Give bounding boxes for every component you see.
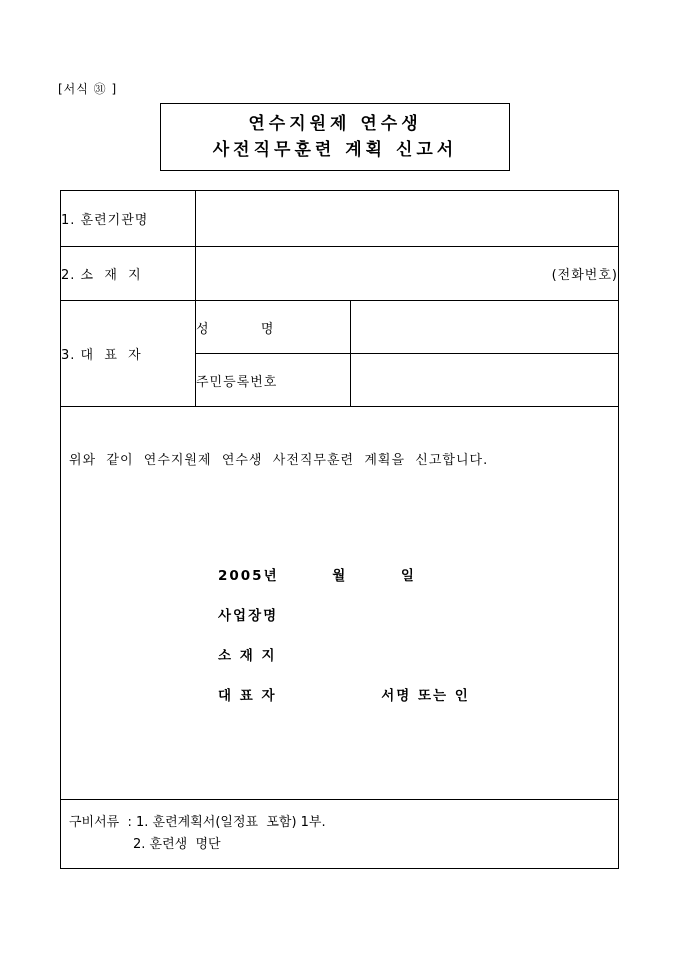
address-value-cell: (전화번호): [196, 247, 619, 301]
row-representative-name: [61, 301, 619, 354]
representative-sign-label: 대 표 자: [218, 688, 277, 704]
declaration-cell: [61, 407, 619, 800]
row-attachments: [61, 800, 619, 869]
declaration-statement: 위와 같이 연수지원제 연수생 사전직무훈련 계획을 신고합니다.: [69, 453, 489, 468]
training-org-label: 1. 훈련기관명: [61, 191, 196, 247]
row-address: [61, 247, 619, 301]
attachments-list: [61, 800, 618, 868]
resident-number-value-cell: [351, 354, 619, 407]
row-declaration: [61, 407, 619, 800]
row-training-org: [61, 191, 619, 247]
representative-label: 3. 대 표 자: [61, 301, 196, 407]
training-org-value-cell: [196, 191, 619, 247]
document-title-line-1: 연수지원제 연수생: [248, 113, 422, 134]
form-code-label: [서식 ㉛ ]: [58, 82, 118, 96]
representative-sign-line: [218, 676, 618, 716]
business-address-line: 소 재 지: [218, 648, 277, 664]
form-table: [60, 190, 619, 869]
address-label: 2. 소 재 지: [61, 247, 196, 301]
seal-or-signature-note: 서명 또는 인: [381, 688, 470, 704]
resident-number-label: 주민등록번호: [196, 354, 351, 407]
attachments-cell: [61, 800, 619, 869]
representative-name-value-cell: [351, 301, 619, 354]
business-name-line: 사업장명: [218, 608, 279, 624]
attachment-line-1: 구비서류 : 1. 훈련계획서(일정표 포함) 1부.: [69, 815, 326, 830]
attachment-line-2: 2. 훈련생 명단: [133, 837, 221, 852]
title-box: [160, 103, 510, 171]
signature-block: [218, 556, 618, 716]
document-title-line-2: 사전직무훈련 계획 신고서: [212, 140, 458, 160]
date-line: 2005년 월 일: [218, 568, 416, 584]
representative-name-label: 성 명: [196, 301, 351, 354]
